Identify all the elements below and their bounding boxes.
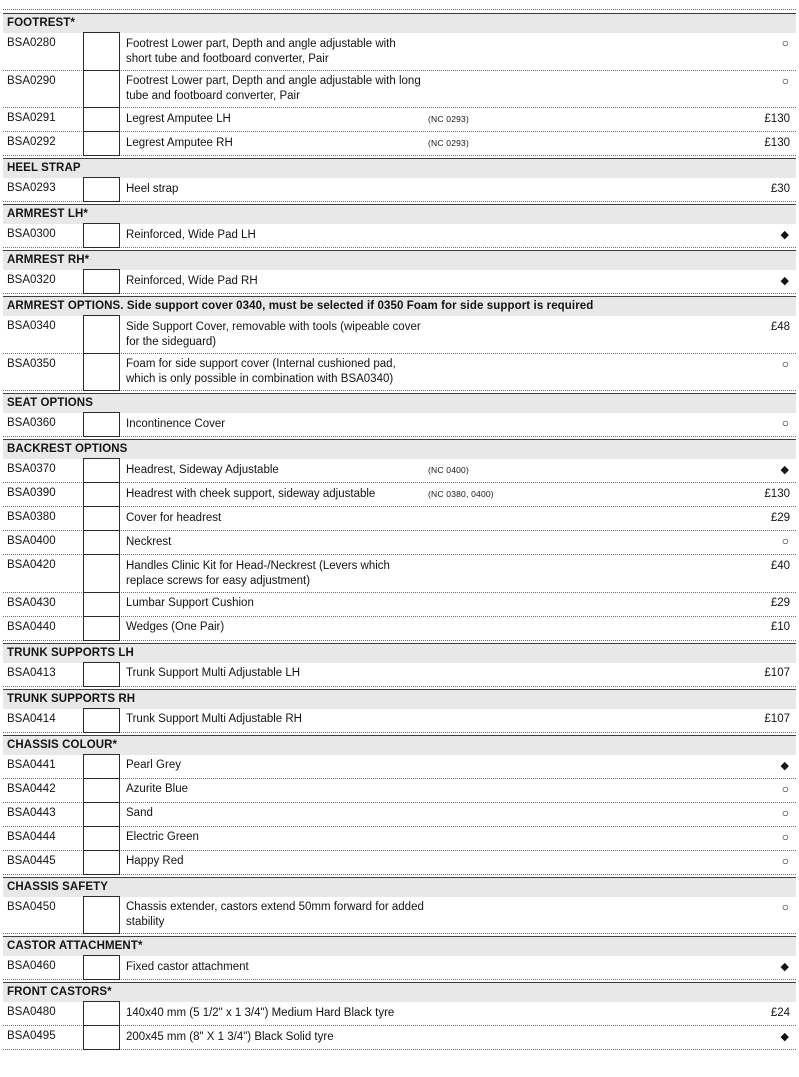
product-price: £130	[764, 136, 790, 149]
table-row	[3, 663, 796, 687]
product-description: 200x45 mm (8" X 1 3/4") Black Solid tyre	[126, 1030, 334, 1043]
section-armrest-lh	[3, 204, 796, 248]
diamond-icon: ◆	[780, 275, 789, 287]
diamond-icon: ◆	[780, 229, 789, 241]
product-description: Chassis extender, castors extend 50mm forward for added stability	[126, 901, 424, 928]
table-row	[3, 531, 796, 555]
product-description: Foam for side support cover (Internal cushioned pad, which is only possible in combination with BSA0340)	[126, 358, 396, 385]
product-code: BSA0450	[7, 900, 56, 913]
selection-checkbox[interactable]	[83, 662, 120, 687]
selection-checkbox[interactable]	[83, 458, 120, 483]
product-code: BSA0480	[7, 1006, 56, 1018]
selection-checkbox[interactable]	[83, 506, 120, 531]
product-description: 140x40 mm (5 1/2" x 1 3/4") Medium Hard Black tyre	[126, 1006, 395, 1019]
product-note: (NC 0400)	[428, 465, 470, 475]
product-description: Legrest Amputee RH	[126, 136, 233, 149]
product-description: Incontinence Cover	[126, 417, 226, 430]
product-code: BSA0445	[7, 854, 56, 867]
product-code: BSA0420	[7, 559, 56, 571]
table-row	[3, 459, 796, 483]
selection-checkbox[interactable]	[83, 554, 120, 593]
section-header-castor-attachment: CASTOR ATTACHMENT*	[3, 936, 796, 956]
product-description: Lumbar Support Cushion	[126, 597, 254, 609]
section-header-trunk-supports-lh: TRUNK SUPPORTS LH	[3, 643, 796, 663]
product-price: £24	[770, 1006, 790, 1019]
selection-checkbox[interactable]	[83, 107, 120, 132]
product-code: BSA0340	[7, 320, 56, 332]
product-code: BSA0441	[7, 758, 56, 771]
table-row	[3, 851, 796, 875]
selection-checkbox[interactable]	[83, 802, 120, 827]
section-header-armrest-rh: ARMREST RH*	[3, 250, 796, 270]
product-code: BSA0350	[7, 357, 56, 370]
section-chassis-colour	[3, 735, 796, 875]
selection-checkbox[interactable]	[83, 616, 120, 641]
diamond-icon: ◆	[780, 961, 789, 973]
table-row	[3, 178, 796, 202]
table-row	[3, 1002, 796, 1026]
product-description: Footrest Lower part, Depth and angle adjustable with long tube and footboard converter, Pair	[126, 75, 421, 102]
product-description: Wedges (One Pair)	[126, 621, 225, 633]
product-description: Handles Clinic Kit for Head-/Neckrest (Levers which replace screws for easy adjustment)	[126, 559, 390, 587]
product-description: Electric Green	[126, 831, 199, 843]
selection-checkbox[interactable]	[83, 482, 120, 507]
table-row	[3, 270, 796, 294]
product-note: (NC 0293)	[428, 114, 470, 124]
section-trunk-supports-lh	[3, 643, 796, 687]
section-header-armrest-lh: ARMREST LH*	[3, 204, 796, 224]
product-price: £29	[770, 511, 790, 524]
product-code: BSA0292	[7, 136, 56, 148]
product-price: £30	[770, 182, 790, 195]
diamond-icon: ◆	[780, 464, 789, 476]
table-row	[3, 33, 796, 71]
product-description: Cover for headrest	[126, 511, 222, 524]
table-row	[3, 709, 796, 733]
circle-icon: ○	[781, 899, 789, 914]
selection-checkbox[interactable]	[83, 32, 120, 71]
product-price: £29	[770, 597, 790, 609]
selection-checkbox[interactable]	[83, 315, 120, 354]
product-price: £40	[770, 559, 790, 572]
product-description: Reinforced, Wide Pad RH	[126, 274, 258, 287]
table-row	[3, 555, 796, 593]
product-code: BSA0380	[7, 511, 56, 523]
table-row	[3, 316, 796, 354]
selection-checkbox[interactable]	[83, 826, 120, 851]
section-castor-attachment	[3, 936, 796, 980]
table-row	[3, 132, 796, 156]
product-description: Heel strap	[126, 182, 179, 195]
section-header-heel-strap: HEEL STRAP	[3, 158, 796, 178]
table-row	[3, 617, 796, 641]
selection-checkbox[interactable]	[83, 708, 120, 733]
table-row	[3, 507, 796, 531]
product-code: BSA0443	[7, 806, 56, 819]
product-description: Side Support Cover, removable with tools (wipeable cover for the sideguard)	[126, 320, 421, 348]
table-row	[3, 483, 796, 507]
section-seat-options	[3, 393, 796, 437]
table-row	[3, 956, 796, 980]
product-description: Sand	[126, 807, 153, 819]
selection-checkbox[interactable]	[83, 754, 120, 779]
product-price: £10	[770, 621, 790, 633]
product-code: BSA0280	[7, 37, 56, 49]
product-code: BSA0442	[7, 782, 56, 795]
section-header-seat-options: SEAT OPTIONS	[3, 393, 796, 413]
selection-checkbox[interactable]	[83, 269, 120, 294]
diamond-icon: ◆	[780, 759, 789, 772]
product-code: BSA0413	[7, 666, 56, 679]
product-code: BSA0390	[7, 487, 56, 499]
product-description: Azurite Blue	[126, 783, 189, 795]
table-row	[3, 413, 796, 437]
product-note: (NC 0380, 0400)	[428, 489, 494, 499]
section-footrest	[3, 13, 796, 156]
product-code: BSA0460	[7, 960, 56, 972]
table-row	[3, 1026, 796, 1050]
selection-checkbox[interactable]	[83, 353, 120, 392]
selection-checkbox[interactable]	[83, 850, 120, 875]
section-heel-strap	[3, 158, 796, 202]
selection-checkbox[interactable]	[83, 530, 120, 555]
section-header-chassis-safety: CHASSIS SAFETY	[3, 877, 796, 897]
product-description: Legrest Amputee LH	[126, 112, 231, 125]
section-front-castors	[3, 982, 796, 1050]
circle-icon: ○	[781, 853, 789, 868]
product-description: Trunk Support Multi Adjustable RH	[126, 713, 302, 725]
product-code: BSA0440	[7, 620, 56, 633]
product-code: BSA0293	[7, 182, 56, 194]
product-description: Headrest, Sideway Adjustable	[126, 463, 279, 476]
product-price: £130	[764, 112, 790, 125]
product-code: BSA0290	[7, 74, 56, 87]
table-row	[3, 354, 796, 392]
product-code: BSA0360	[7, 417, 56, 429]
circle-icon: ○	[781, 829, 789, 844]
product-description: Headrest with cheek support, sideway adjustable	[126, 487, 376, 500]
section-header-front-castors: FRONT CASTORS*	[3, 982, 796, 1002]
selection-checkbox[interactable]	[83, 896, 120, 935]
circle-icon: ○	[781, 36, 789, 50]
table-row	[3, 803, 796, 827]
section-header-backrest-options: BACKREST OPTIONS	[3, 439, 796, 459]
table-row	[3, 593, 796, 617]
product-price: £48	[770, 320, 790, 333]
product-description: Happy Red	[126, 855, 184, 867]
product-code: BSA0370	[7, 463, 56, 475]
selection-checkbox[interactable]	[83, 778, 120, 803]
circle-icon: ○	[781, 356, 789, 371]
product-description: Neckrest	[126, 535, 172, 548]
product-code: BSA0300	[7, 228, 56, 240]
selection-checkbox[interactable]	[83, 412, 120, 437]
product-description: Footrest Lower part, Depth and angle adjustable with short tube and footboard converter, Pair	[126, 37, 396, 65]
product-code: BSA0495	[7, 1030, 56, 1042]
table-row	[3, 71, 796, 109]
order-form-table	[3, 9, 796, 1050]
section-header-footrest: FOOTREST*	[3, 13, 796, 33]
product-price: £130	[764, 487, 790, 500]
product-description: Trunk Support Multi Adjustable LH	[126, 667, 301, 679]
selection-checkbox[interactable]	[83, 592, 120, 617]
diamond-icon: ◆	[780, 1031, 789, 1043]
product-price: £107	[764, 713, 790, 725]
selection-checkbox[interactable]	[83, 177, 120, 202]
selection-checkbox[interactable]	[83, 955, 120, 980]
product-description: Reinforced, Wide Pad LH	[126, 228, 256, 241]
selection-checkbox[interactable]	[83, 1001, 120, 1026]
circle-icon: ○	[781, 73, 789, 88]
table-row	[3, 224, 796, 248]
product-note: (NC 0293)	[428, 138, 470, 148]
product-code: BSA0291	[7, 112, 56, 124]
table-row	[3, 827, 796, 851]
product-description: Fixed castor attachment	[126, 960, 249, 973]
product-code: BSA0430	[7, 596, 56, 609]
circle-icon: ○	[781, 805, 789, 820]
selection-checkbox[interactable]	[83, 1025, 120, 1050]
product-code: BSA0444	[7, 830, 56, 843]
product-description: Pearl Grey	[126, 759, 181, 771]
table-row	[3, 755, 796, 779]
table-row	[3, 108, 796, 132]
section-armrest-rh	[3, 250, 796, 294]
section-chassis-safety	[3, 877, 796, 935]
product-code: BSA0320	[7, 274, 56, 286]
section-armrest-options-side-support-cover-0340-	[3, 296, 796, 391]
circle-icon: ○	[781, 534, 789, 548]
section-backrest-options	[3, 439, 796, 641]
table-row	[3, 897, 796, 935]
selection-checkbox[interactable]	[83, 131, 120, 156]
table-row	[3, 779, 796, 803]
circle-icon: ○	[781, 781, 789, 796]
product-code: BSA0400	[7, 535, 56, 547]
product-price: £107	[764, 667, 790, 679]
section-header-chassis-colour: CHASSIS COLOUR*	[3, 735, 796, 755]
section-trunk-supports-rh	[3, 689, 796, 733]
product-code: BSA0414	[7, 712, 56, 725]
circle-icon: ○	[781, 416, 789, 430]
section-header-trunk-supports-rh: TRUNK SUPPORTS RH	[3, 689, 796, 709]
selection-checkbox[interactable]	[83, 70, 120, 109]
section-header-armrest-options-side-support-cover-0340-: ARMREST OPTIONS. Side support cover 0340, must be selected if 0350 Foam for side support is required	[3, 296, 796, 316]
selection-checkbox[interactable]	[83, 223, 120, 248]
